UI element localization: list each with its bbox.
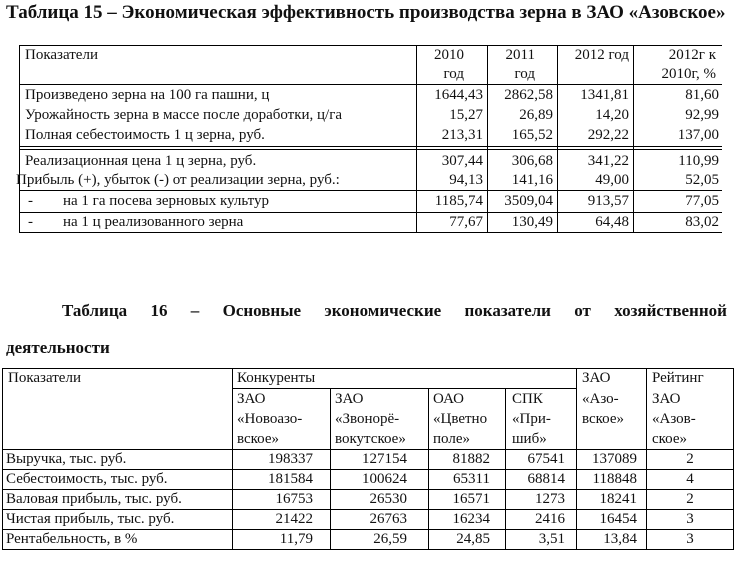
value-c4: 3,51 xyxy=(538,531,565,547)
value-2010: 94,13 xyxy=(449,172,483,188)
value-own: 13,84 xyxy=(603,531,637,547)
value-c2: 127154 xyxy=(362,451,407,467)
value-c3: 16571 xyxy=(452,491,490,507)
row-label: Рентабельность, в % xyxy=(6,531,138,547)
value-2011: 2862,58 xyxy=(504,87,553,103)
t15-header-2011-sub: год xyxy=(514,66,535,82)
value-2012: 64,48 xyxy=(595,214,629,230)
value-2011: 165,52 xyxy=(511,127,553,143)
t16-header-label: Показатели xyxy=(8,370,81,386)
value-2012: 292,22 xyxy=(587,127,629,143)
row-label: Реализационная цена 1 ц зерна, руб. xyxy=(25,153,257,169)
value-2010: 77,67 xyxy=(449,214,483,230)
value-ratio: 110,99 xyxy=(678,153,719,169)
t15-header-2011: 2011 xyxy=(505,47,535,63)
value-2010: 1644,43 xyxy=(434,87,483,103)
value-c4: 1273 xyxy=(535,491,565,507)
value-c3: 24,85 xyxy=(456,531,490,547)
value-c4: 2416 xyxy=(535,511,565,527)
value-2010: 15,27 xyxy=(449,107,483,123)
t15-header-2010-sub: год xyxy=(443,66,464,82)
value-2010: 213,31 xyxy=(441,127,483,143)
table16-caption-line2: деятельности xyxy=(6,338,110,357)
row-label: Чистая прибыль, тыс. руб. xyxy=(6,511,175,527)
value-2011: 3509,04 xyxy=(504,193,553,209)
value-2011: 130,49 xyxy=(511,214,553,230)
value-rating: 2 xyxy=(686,491,694,507)
value-ratio: 137,00 xyxy=(677,127,719,143)
row-label: Валовая прибыль, тыс. руб. xyxy=(6,491,182,507)
t15-header-label: Показатели xyxy=(25,47,98,63)
t15-header-2010: 2010 xyxy=(434,47,464,63)
value-c1: 181584 xyxy=(268,471,313,487)
value-c1: 11,79 xyxy=(279,531,313,547)
t15-header-2012: 2012 год xyxy=(574,47,629,63)
t16-header-rating: Рейтинг xyxy=(652,370,704,386)
t15-header-ratio-sub: 2010г, % xyxy=(661,66,716,82)
value-2011: 26,89 xyxy=(519,107,553,123)
table16-caption: Таблица 16 – Основные экономические показатели от хозяйственной xyxy=(62,301,727,320)
value-2012: 341,22 xyxy=(587,153,629,169)
t15-header-ratio: 2012г к xyxy=(668,47,716,63)
row-label: Прибыль (+), убыток (-) от реализации зерна, руб.: xyxy=(16,172,340,188)
t16-header-c4: СПК xyxy=(512,391,543,407)
value-rating: 3 xyxy=(686,531,694,547)
value-2012: 49,00 xyxy=(595,172,629,188)
value-c2: 26,59 xyxy=(373,531,407,547)
t16-header-own: ЗАО xyxy=(582,370,611,386)
row-label: Произведено зерна на 100 га пашни, ц xyxy=(25,87,270,103)
row-label: Урожайность зерна в массе после доработки, ц/га xyxy=(25,107,343,123)
value-c1: 21422 xyxy=(275,511,313,527)
value-2012: 14,20 xyxy=(595,107,629,123)
row-label: - на 1 ц реализованного зерна xyxy=(28,214,244,230)
value-own: 18241 xyxy=(599,491,637,507)
value-c3: 65311 xyxy=(453,471,490,487)
t16-header-c3: ОАО xyxy=(433,391,465,407)
t16-header-c1: ЗАО xyxy=(237,391,266,407)
value-2010: 1185,74 xyxy=(434,193,483,209)
row-label: Выручка, тыс. руб. xyxy=(6,451,127,467)
row-label: - на 1 га посева зерновых культур xyxy=(28,193,269,209)
value-2011: 141,16 xyxy=(511,172,553,188)
value-2011: 306,68 xyxy=(511,153,553,169)
value-c2: 26763 xyxy=(369,511,407,527)
value-c3: 81882 xyxy=(452,451,490,467)
value-ratio: 77,05 xyxy=(685,193,719,209)
value-2012: 1341,81 xyxy=(580,87,629,103)
row-label: Себестоимость, тыс. руб. xyxy=(6,471,168,487)
value-rating: 3 xyxy=(686,511,694,527)
value-ratio: 52,05 xyxy=(685,172,719,188)
value-c3: 16234 xyxy=(452,511,490,527)
value-own: 118848 xyxy=(592,471,637,487)
value-2012: 913,57 xyxy=(587,193,629,209)
value-c1: 16753 xyxy=(275,491,313,507)
table15-caption: Таблица 15 – Экономическая эффективность производства зерна в ЗАО «Азовское» xyxy=(6,2,726,23)
row-label: Полная себестоимость 1 ц зерна, руб. xyxy=(25,127,265,143)
value-own: 137089 xyxy=(592,451,637,467)
value-ratio: 81,60 xyxy=(685,87,719,103)
value-ratio: 83,02 xyxy=(685,214,719,230)
value-c4: 67541 xyxy=(527,451,565,467)
value-c4: 68814 xyxy=(527,471,565,487)
value-c1: 198337 xyxy=(268,451,313,467)
value-2010: 307,44 xyxy=(441,153,483,169)
value-own: 16454 xyxy=(599,511,637,527)
value-rating: 4 xyxy=(686,471,694,487)
value-c2: 26530 xyxy=(369,491,407,507)
t16-header-competitors: Конкуренты xyxy=(237,370,316,386)
value-ratio: 92,99 xyxy=(685,107,719,123)
value-c2: 100624 xyxy=(362,471,407,487)
t16-header-c2: ЗАО xyxy=(335,391,364,407)
value-rating: 2 xyxy=(686,451,694,467)
